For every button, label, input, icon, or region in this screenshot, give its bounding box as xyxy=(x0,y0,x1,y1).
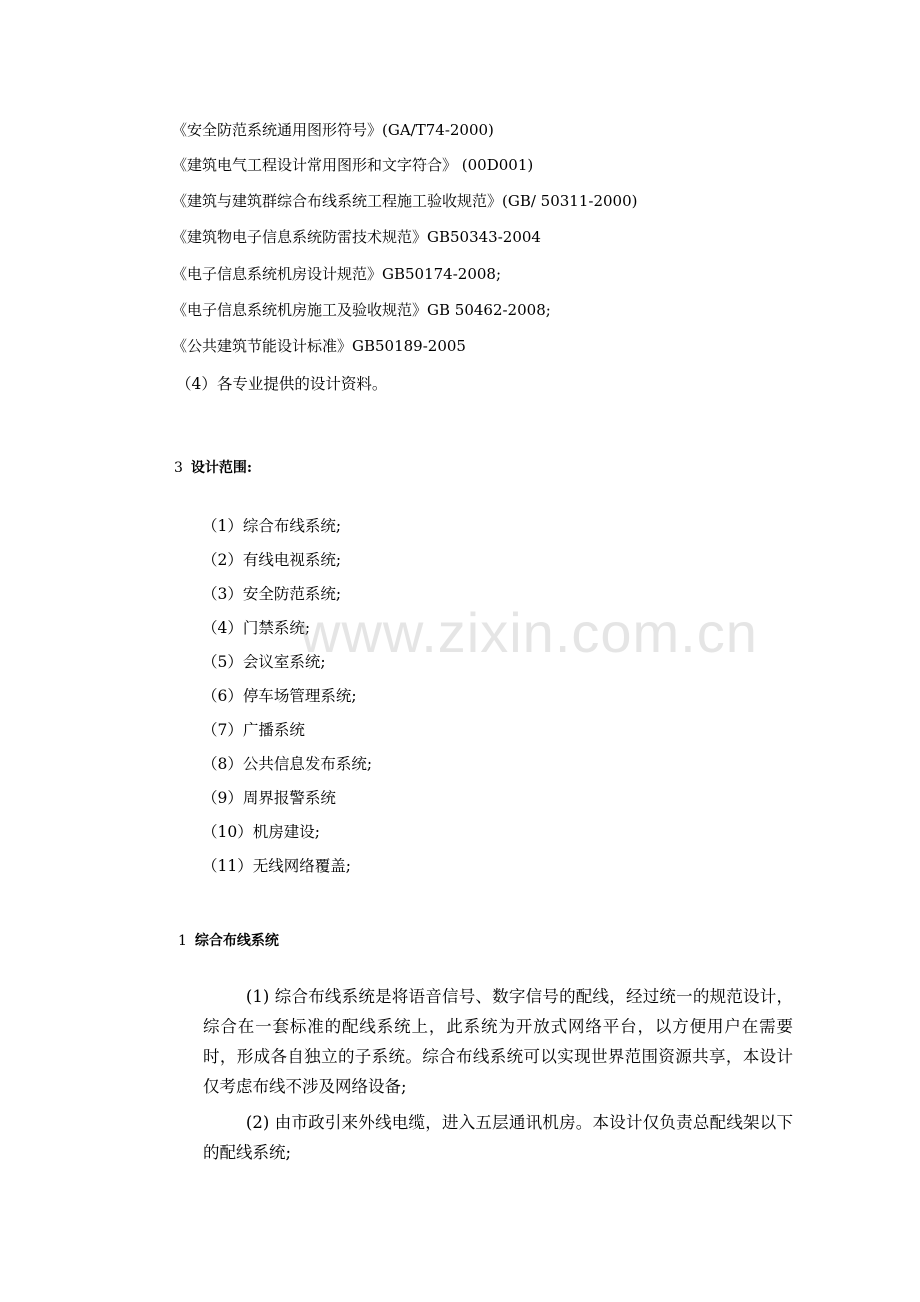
reference-item: 《建筑物电子信息系统防雷技术规范》GB50343-2004 xyxy=(172,228,541,246)
scope-item: （5）会议室系统; xyxy=(202,653,326,671)
reference-item: 《建筑电气工程设计常用图形和文字符合》 (00D001) xyxy=(172,156,534,174)
scope-item: （8）公共信息发布系统; xyxy=(202,755,373,773)
reference-item: 《电子信息系统机房施工及验收规范》GB 50462-2008; xyxy=(172,301,551,319)
body-paragraph: (1) 综合布线系统是将语音信号、数字信号的配线，经过统一的规范设计，综合在一套标准的配线系统上，此系统为开放式网络平台，以方便用户在需要时，形成各自独立的子系统。综合布线系统可以实现世界范围资源共享，本设计仅考虑布线不涉及网络设备; xyxy=(203,987,793,1096)
section-heading-number: 1 xyxy=(178,933,187,949)
section-heading-title: 综合布线系统 xyxy=(194,933,279,949)
scope-item: （11）无线网络覆盖; xyxy=(202,857,351,875)
scope-item: （2）有线电视系统; xyxy=(202,551,342,569)
scope-heading-number: 3 xyxy=(174,460,183,476)
reference-item: 《建筑与建筑群综合布线系统工程施工验收规范》(GB/ 50311-2000) xyxy=(172,192,638,210)
watermark: www.zixin.com.cn xyxy=(300,601,758,664)
scope-heading xyxy=(174,458,252,478)
body-paragraph: (2) 由市政引来外线电缆，进入五层通讯机房。本设计仅负责总配线架以下的配线系统; xyxy=(203,1113,793,1162)
scope-item: （1）综合布线系统; xyxy=(202,517,342,535)
scope-heading-title: 设计范围: xyxy=(190,460,253,476)
scope-item: （3）安全防范系统; xyxy=(202,585,342,603)
section-heading xyxy=(178,931,279,951)
scope-item: （7）广播系统 xyxy=(202,721,305,739)
scope-item: （9）周界报警系统 xyxy=(202,789,336,807)
section-body xyxy=(203,982,793,1174)
design-basis-item: （4）各专业提供的设计资料。 xyxy=(176,375,388,393)
reference-item: 《安全防范系统通用图形符号》(GA/T74-2000) xyxy=(172,121,494,139)
reference-item: 《公共建筑节能设计标准》GB50189-2005 xyxy=(172,337,466,355)
scope-item: （6）停车场管理系统; xyxy=(202,687,357,705)
scope-item: （10）机房建设; xyxy=(202,823,320,841)
scope-item: （4）门禁系统; xyxy=(202,619,311,637)
reference-item: 《电子信息系统机房设计规范》GB50174-2008; xyxy=(172,265,502,283)
